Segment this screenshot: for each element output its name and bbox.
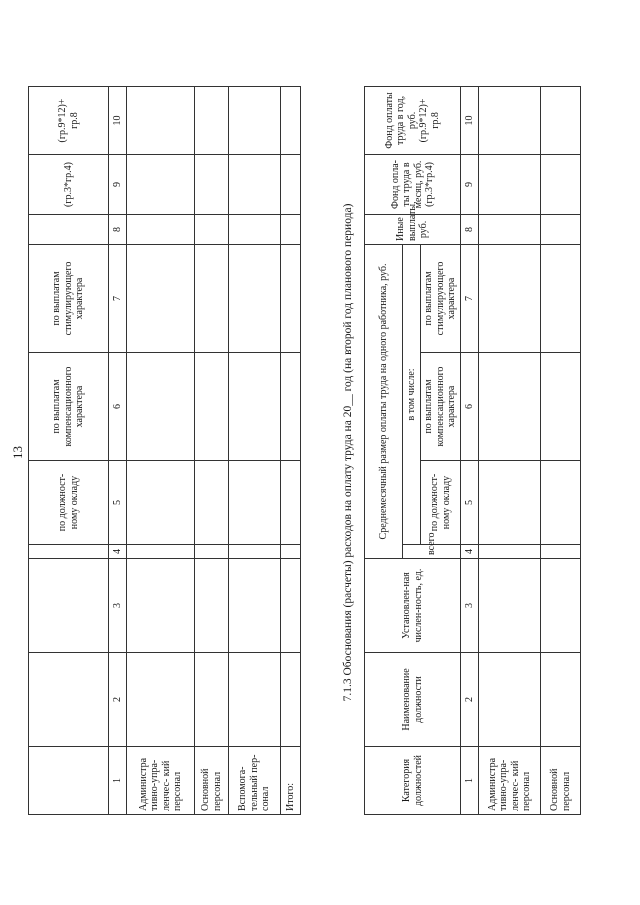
table2-header-incentive: по выплатам стимулирующего характера: [421, 244, 461, 352]
table-row: [229, 87, 281, 815]
category-cell: Основной персонал: [195, 747, 229, 815]
col-number: 1: [461, 747, 479, 815]
table2-header-monthly-fund: Фонд опла-ты труда в месяц, руб. (гр.3*гр.4): [365, 154, 461, 214]
table1-column-numbers: [109, 87, 127, 815]
table2-header-other-payments: Иные выплаты, руб.: [365, 214, 461, 244]
table-row: [127, 87, 195, 815]
table-row: [479, 86, 541, 814]
table-row-total: [281, 87, 301, 815]
col-number: 7: [461, 244, 479, 352]
col-number: 5: [461, 461, 479, 545]
category-cell: Основной персонал: [541, 747, 581, 815]
col-number: 10: [461, 86, 479, 154]
col-number: 10: [109, 87, 127, 155]
section-title: 7.1.3 Обоснования (расчеты) расходов на оплату труда на 20__ год (на второй год планового периода): [342, 203, 354, 702]
table1-header-incentive: по выплатам стимулирующего характера: [29, 245, 109, 353]
category-cell: Администра тивно-упра-ленчес- кий персонал: [127, 747, 195, 815]
col-number: 4: [461, 545, 479, 559]
col-number: 9: [109, 155, 127, 215]
table2-header-including: в том числе:: [403, 244, 421, 544]
col-number: 6: [461, 353, 479, 461]
table1-header-cell-3: [29, 559, 109, 653]
table2-header-salary: по должност-ному окладу: [421, 461, 461, 545]
table-row: [195, 87, 229, 815]
col-number: 7: [109, 245, 127, 353]
col-number: 9: [461, 154, 479, 214]
table2-header-compensation: по выплатам компенсационного характера: [421, 353, 461, 461]
table1-header-compensation: по выплатам компенсационного характера: [29, 353, 109, 461]
col-number: 4: [109, 545, 127, 559]
page-number: 13: [10, 446, 25, 459]
table1-header-cell-8: [29, 215, 109, 245]
table1-header-salary: по должност-ному окладу: [29, 461, 109, 545]
table1-header-cell-4: [29, 545, 109, 559]
category-cell: Вспомога-тельный пер-сонал: [229, 747, 281, 815]
col-number: 2: [461, 653, 479, 747]
table2-header-annual-fund: Фонд оплаты труда в год, руб. (гр.9*12)+ гр.8: [365, 86, 461, 154]
table2-header-total: всего: [403, 545, 461, 559]
col-number: 8: [109, 215, 127, 245]
col-number: 1: [109, 747, 127, 815]
col-number: 3: [461, 559, 479, 653]
col-number: 2: [109, 653, 127, 747]
table2-header-row-1: [365, 86, 403, 814]
col-number: 6: [109, 353, 127, 461]
table2-header-avg-salary: Среднемесячный размер оплаты труда на одного работника, руб.: [365, 244, 403, 558]
table2-column-numbers: [461, 86, 479, 814]
col-number: 8: [461, 214, 479, 244]
table1-header-formula-9: (гр.3*гр.4): [29, 155, 109, 215]
total-label: Итого:: [281, 747, 301, 815]
table2-header-category: Категория должностей: [365, 747, 461, 815]
table1-header-formula-10: (гр.9*12)+ гр.8: [29, 87, 109, 155]
table-row: [541, 86, 581, 814]
wage-table-second-year: [364, 86, 581, 815]
table2-header-position: Наименование должности: [365, 653, 461, 747]
wage-table-continuation: [28, 86, 301, 815]
table1-header-cell-2: [29, 653, 109, 747]
table1-header-cell-1: [29, 747, 109, 815]
table2-header-staff-count: Установлен-ная числен-ность, ед.: [365, 559, 461, 653]
table1-header-row: [29, 87, 109, 815]
col-number: 3: [109, 559, 127, 653]
category-cell: Администра тивно-упра-ленчес- кий персонал: [479, 747, 541, 815]
col-number: 5: [109, 461, 127, 545]
